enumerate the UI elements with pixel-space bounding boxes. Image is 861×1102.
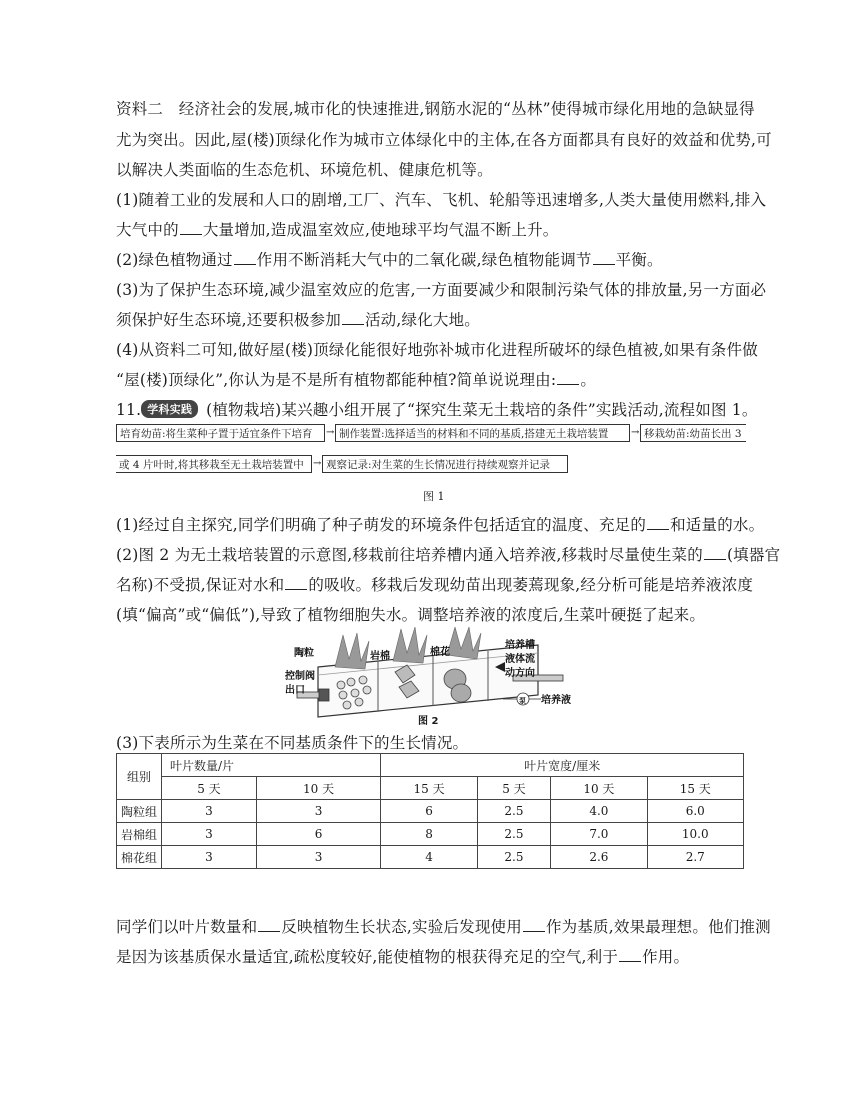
- header-day: 10 天: [256, 777, 381, 800]
- material2-line2: 尤为突出。因此,屋(楼)顶绿化作为城市立体绿化中的主体,在各方面都具有良好的效益和优势,可: [116, 131, 772, 149]
- p2-line3: (填“偏高”或“偏低”),导致了植物细胞失水。调整培养液的浓度后,生菜叶硬挺了起来。: [116, 606, 706, 624]
- q3-line2: 须保护好生态环境,还要积极参加 活动,绿化大地。: [116, 311, 480, 329]
- label-tank: 培养槽: [505, 640, 535, 651]
- header-leaf-count: 叶片数量/片: [162, 754, 381, 777]
- q4-line2: “屋(楼)顶绿化”,你认为是不是所有植物都能种植?简单说说理由: 。: [116, 371, 597, 389]
- label-flow-2: 动方向: [505, 668, 535, 679]
- conclusion-line2: 是因为该基质保水量适宜,疏松度较好,能使植物的根获得充足的空气,利于 作用。: [116, 948, 690, 966]
- table-cell: 2.5: [477, 823, 550, 846]
- arrow-right-icon: →: [631, 427, 640, 438]
- table-cell: 6: [256, 823, 381, 846]
- header-day: 15 天: [647, 777, 743, 800]
- answer-blank: [258, 930, 280, 932]
- header-leaf-width: 叶片宽度/厘米: [381, 754, 744, 777]
- answer-blank: [647, 528, 669, 530]
- header-day: 5 天: [162, 777, 257, 800]
- label-ceramsite: 陶粒: [294, 648, 314, 659]
- flow-step-transplant-cont: 或 4 片叶时,将其移栽至无土栽培装置中: [116, 455, 312, 473]
- header-day: 15 天: [381, 777, 477, 800]
- label-flow-1: 液体流: [505, 654, 535, 665]
- answer-blank: [557, 383, 579, 385]
- conclusion-line1: 同学们以叶片数量和 反映植物生长状态,实验后发现使用 作为基质,效果最理想。他们推测: [116, 918, 771, 936]
- answer-blank: [619, 960, 641, 962]
- table-cell: 4.0: [551, 800, 647, 823]
- flow-step-transplant: 移栽幼苗:幼苗长出 3: [640, 424, 746, 442]
- arrow-right-icon: →: [326, 427, 335, 438]
- table-cell: 2.5: [477, 800, 550, 823]
- table-cell: 3: [256, 846, 381, 869]
- label-outlet: 出口: [285, 685, 305, 696]
- figure2-caption: 图 2: [418, 716, 439, 727]
- table-cell: 3: [256, 800, 381, 823]
- label-pump: 泵: [519, 697, 526, 705]
- answer-blank: [704, 558, 726, 560]
- table-cell: 2.7: [647, 846, 743, 869]
- table-days-row: [117, 777, 744, 800]
- q11-header: 11. 学科实践 (植物栽培)某兴趣小组开展了“探究生菜无土栽培的条件”实践活动,流程如图 1。: [116, 401, 758, 419]
- figure1-caption: 图 1: [423, 490, 445, 503]
- p2-line1: (2)图 2 为无土栽培装置的示意图,移栽前往培养槽内通入培养液,移栽时尽量使生菜的 (填器官: [116, 546, 781, 564]
- answer-blank: [285, 588, 307, 590]
- table-cell: 7.0: [551, 823, 647, 846]
- p2-line2: 名称)不受损,保证对水和 的吸收。移栽后发现幼苗出现萎蔫现象,经分析可能是培养液浓度: [116, 576, 754, 594]
- row-label: 岩棉组: [117, 823, 162, 846]
- header-day: 5 天: [477, 777, 550, 800]
- p3-line: (3)下表所示为生菜在不同基质条件下的生长情况。: [116, 734, 469, 752]
- table-cell: 3: [162, 823, 257, 846]
- subject-practice-badge: 学科实践: [141, 400, 198, 418]
- flow-step-observe: 观察记录:对生菜的生长情况进行持续观察并记录: [322, 455, 568, 473]
- label-solution: 培养液: [541, 695, 571, 706]
- material2-line3: 以解决人类面临的生态危机、环境危机、健康危机等。: [116, 161, 493, 179]
- table-cell: 10.0: [647, 823, 743, 846]
- row-label: 棉花组: [117, 846, 162, 869]
- arrow-right-icon: →: [313, 458, 322, 469]
- label-valve: 控制阀: [285, 671, 315, 682]
- row-label: 陶粒组: [117, 800, 162, 823]
- table-cell: 2.6: [551, 846, 647, 869]
- q1-line2: 大气中的 大量增加,造成温室效应,使地球平均气温不断上升。: [116, 221, 559, 239]
- label-cotton: 棉花: [430, 647, 450, 658]
- table-row: [117, 846, 744, 869]
- table-cell: 6: [381, 800, 477, 823]
- q4-line1: (4)从资料二可知,做好屋(楼)顶绿化能很好地弥补城市化进程所破坏的绿色植被,如果有条件做: [116, 341, 758, 359]
- table-cell: 3: [162, 800, 257, 823]
- q1-line1: (1)随着工业的发展和人口的剧增,工厂、汽车、飞机、轮船等迅速增多,人类大量使用燃料,排入: [116, 191, 767, 209]
- flow-step-cultivate: 培育幼苗:将生菜种子置于适宜条件下培育: [116, 424, 325, 442]
- growth-table: [116, 753, 744, 869]
- answer-blank: [180, 233, 202, 235]
- answer-blank: [593, 263, 615, 265]
- table-cell: 2.5: [477, 846, 550, 869]
- table-row: [117, 800, 744, 823]
- label-rockwool: 岩棉: [370, 651, 390, 662]
- table-cell: 6.0: [647, 800, 743, 823]
- table-cell: 8: [381, 823, 477, 846]
- table-row: [117, 823, 744, 846]
- p1-line: (1)经过自主探究,同学们明确了种子萌发的环境条件包括适宜的温度、充足的 和适量的水。: [116, 516, 765, 534]
- answer-blank: [234, 263, 256, 265]
- header-day: 10 天: [551, 777, 647, 800]
- table-cell: 3: [162, 846, 257, 869]
- table-cell: 4: [381, 846, 477, 869]
- q3-line1: (3)为了保护生态环境,减少温室效应的危害,一方面要减少和限制污染气体的排放量,另一方面必: [116, 281, 767, 299]
- answer-blank: [342, 323, 364, 325]
- material2-line1: 资料二 经济社会的发展,城市化的快速推进,钢筋水泥的“丛林”使得城市绿化用地的急缺显得: [116, 100, 755, 118]
- q2-line: (2)绿色植物通过 作用不断消耗大气中的二氧化碳,绿色植物能调节 平衡。: [116, 251, 663, 269]
- flow-step-build: 制作装置:选择适当的材料和不同的基质,搭建无土栽培装置: [335, 424, 630, 442]
- table-header-row: [117, 754, 744, 777]
- control-valve: [319, 689, 329, 701]
- answer-blank: [523, 930, 545, 932]
- header-group: 组别: [117, 754, 162, 800]
